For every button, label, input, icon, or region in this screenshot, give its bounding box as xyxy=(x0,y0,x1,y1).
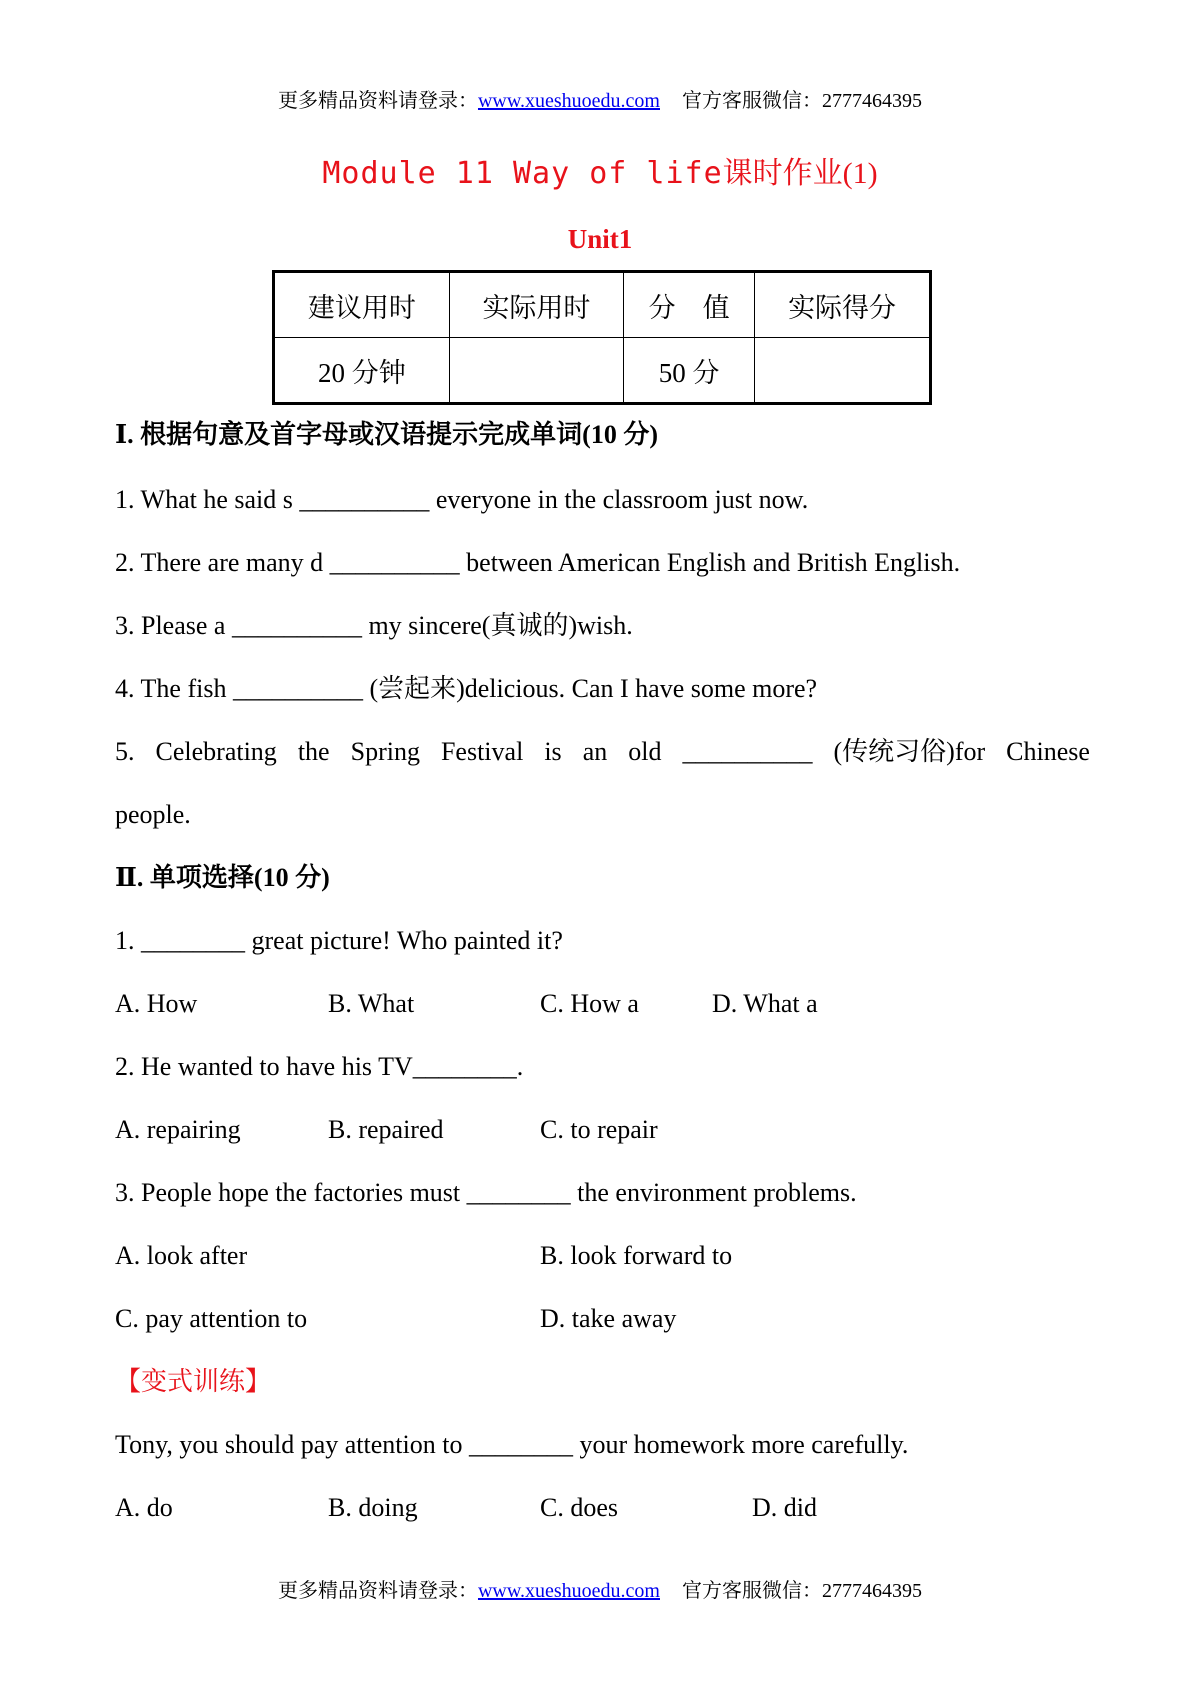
word: (传统习俗)for xyxy=(833,737,986,766)
word: an xyxy=(582,737,608,766)
option[interactable]: A. repairing xyxy=(115,1115,241,1144)
site-link[interactable]: www.xueshuoedu.com xyxy=(477,90,660,112)
option[interactable]: C. How a xyxy=(540,989,639,1018)
option[interactable]: C. pay attention to xyxy=(115,1304,308,1333)
word: is xyxy=(544,737,562,766)
word: the xyxy=(297,737,330,766)
word: Spring xyxy=(350,737,420,766)
question-item-5 xyxy=(115,735,1090,769)
page-title xyxy=(0,154,1200,194)
option[interactable]: B. look forward to xyxy=(540,1241,733,1270)
word: 5. xyxy=(115,737,135,766)
option[interactable]: A. look after xyxy=(115,1241,248,1270)
word: Celebrating xyxy=(155,737,277,766)
table-header-cell: 分 值 xyxy=(624,272,755,338)
word: Festival xyxy=(440,737,524,766)
title-en: Module 11 Way of life xyxy=(322,156,723,191)
option[interactable]: A. do xyxy=(115,1493,173,1522)
table-header-cell: 建议用时 xyxy=(274,272,450,338)
question-item: 2. He wanted to have his TV________. xyxy=(115,1052,524,1081)
question-item: 3. Please a __________ my sincere(真诚的)wish. xyxy=(115,611,633,640)
table-header-row xyxy=(274,272,931,338)
option[interactable]: D. What a xyxy=(712,989,818,1018)
word: __________ xyxy=(682,737,813,766)
page-header xyxy=(0,89,1200,113)
footer-service: 官方客服微信：2777464395 xyxy=(682,1580,922,1602)
table-header-cell: 实际用时 xyxy=(449,272,623,338)
question-item: Tony, you should pay attention to ________ your homework more carefully. xyxy=(115,1430,909,1459)
footer-prefix: 更多精品资料请登录： xyxy=(277,1580,478,1602)
table-header-cell: 实际得分 xyxy=(755,272,931,338)
word: Chinese xyxy=(1006,737,1090,766)
header-service: 官方客服微信：2777464395 xyxy=(682,90,922,112)
table-cell[interactable] xyxy=(449,338,623,404)
table-cell: 50 分 xyxy=(624,338,755,404)
table-cell[interactable] xyxy=(755,338,931,404)
section2-heading: Ⅱ. 单项选择(10 分) xyxy=(115,863,330,892)
table-row xyxy=(274,338,931,404)
option[interactable]: C. does xyxy=(540,1493,618,1522)
section1-heading: Ⅰ. 根据句意及首字母或汉语提示完成单词(10 分) xyxy=(115,420,658,449)
question-item: 4. The fish __________ (尝起来)delicious. Can I have some more? xyxy=(115,674,818,703)
option[interactable]: D. take away xyxy=(540,1304,677,1333)
site-link[interactable]: www.xueshuoedu.com xyxy=(477,1580,660,1602)
option[interactable]: C. to repair xyxy=(540,1115,658,1144)
question-item-5-cont: people. xyxy=(115,800,191,829)
variant-heading: 【变式训练】 xyxy=(115,1367,272,1396)
option[interactable]: B. What xyxy=(328,989,415,1018)
page-footer xyxy=(0,1579,1200,1603)
question-item: 1. ________ great picture! Who painted it? xyxy=(115,926,563,955)
option[interactable]: B. repaired xyxy=(328,1115,444,1144)
word: old xyxy=(628,737,662,766)
page-subtitle: Unit1 xyxy=(567,224,633,254)
option[interactable]: D. did xyxy=(752,1493,817,1522)
option[interactable]: B. doing xyxy=(328,1493,418,1522)
title-cn: 课时作业(1) xyxy=(722,157,878,190)
question-item: 3. People hope the factories must ________ the environment problems. xyxy=(115,1178,857,1207)
question-item: 2. There are many d __________ between American English and British English. xyxy=(115,548,961,577)
question-item: 1. What he said s __________ everyone in the classroom just now. xyxy=(115,485,809,514)
option[interactable]: A. How xyxy=(115,989,198,1018)
table-cell: 20 分钟 xyxy=(274,338,450,404)
score-table xyxy=(272,270,932,405)
header-prefix: 更多精品资料请登录： xyxy=(277,90,478,112)
